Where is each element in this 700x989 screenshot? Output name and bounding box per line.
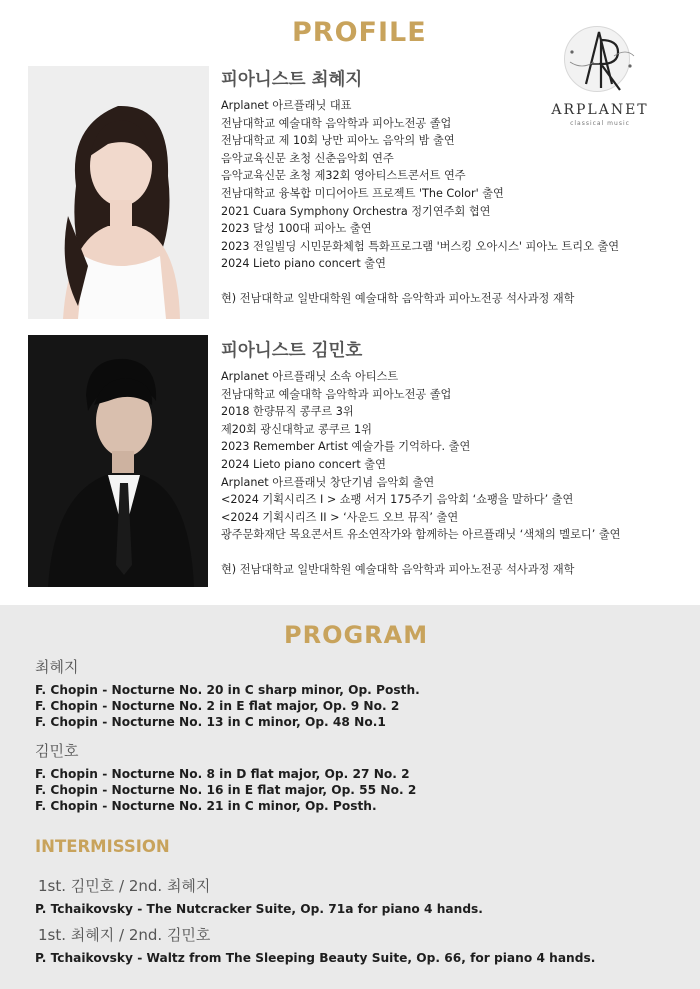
bio-line: Arplanet 아르플래닛 창단기념 음악회 출연 [221, 475, 435, 489]
bio-line: 전남대학교 융복합 미디어아트 프로젝트 'The Color' 출연 [221, 186, 504, 200]
bio-line: Arplanet 아르플래닛 대표 [221, 99, 352, 112]
pianist-name: 피아니스트 최혜지 [221, 70, 363, 90]
bio-line: 광주문화재단 목요콘서트 유소연작가와 함께하는 아르플래닛 ‘색채의 멜로디’ 출연 [221, 528, 621, 542]
performer-label: 김민호 [35, 742, 79, 760]
bio-line: 2018 한량뮤직 콩쿠르 3위 [221, 405, 354, 419]
program-piece: F. Chopin - Nocturne No. 16 in E flat major, Op. 55 No. 2 [35, 783, 417, 797]
program-piece: F. Chopin - Nocturne No. 21 in C minor, Op. Posth. [35, 799, 377, 813]
performer-label: 최혜지 [35, 658, 79, 676]
bio-line: Arplanet 아르플래닛 소속 아티스트 [221, 370, 399, 383]
pianist-photo-kim [28, 335, 208, 587]
pianist-name: 피아니스트 김민호 [221, 341, 363, 361]
bio-kim [221, 339, 620, 579]
duet-performers: 1st. 최혜지 / 2nd. 김민호 [38, 926, 211, 944]
profile-heading: PROFILE [292, 17, 427, 48]
program-piece: F. Chopin - Nocturne No. 13 in C minor, Op. 48 No.1 [35, 715, 386, 729]
bio-line: 전남대학교 예술대학 음악학과 피아노전공 졸업 [221, 116, 452, 130]
program-piece: F. Chopin - Nocturne No. 20 in C sharp minor, Op. Posth. [35, 683, 420, 697]
bio-current-status: 현) 전남대학교 일반대학원 예술대학 음악학과 피아노전공 석사과정 재학 [221, 291, 575, 305]
bio-current-status: 현) 전남대학교 일반대학원 예술대학 음악학과 피아노전공 석사과정 재학 [221, 562, 575, 576]
bio-line: 2023 전일빌딩 시민문화체험 특화프로그램 '버스킹 오아시스' 피아노 트리오 출연 [221, 239, 620, 253]
bio-line: 전남대학교 제 10회 낭만 피아노 음악의 밤 출연 [221, 134, 455, 148]
pianist-photo-choi [28, 66, 209, 319]
bio-line: 2023 달성 100대 피아노 출연 [221, 222, 372, 236]
duet-performers: 1st. 김민호 / 2nd. 최혜지 [38, 877, 211, 895]
bio-line: 2021 Cuara Symphony Orchestra 정기연주회 협연 [221, 204, 491, 218]
bio-choi [221, 68, 619, 308]
bio-line: 전남대학교 예술대학 음악학과 피아노전공 졸업 [221, 387, 452, 401]
intermission-heading: INTERMISSION [35, 837, 170, 856]
bio-line: 2024 Lieto piano concert 출연 [221, 257, 386, 271]
bio-line: 2023 Remember Artist 예술가를 기억하다. 출연 [221, 440, 471, 454]
duet-piece: P. Tchaikovsky - Waltz from The Sleeping Beauty Suite, Op. 66, for piano 4 hands. [35, 951, 596, 965]
bio-line: 음악교육신문 초청 제32회 영아티스트콘서트 연주 [221, 169, 466, 183]
program-heading: PROGRAM [284, 621, 429, 649]
duet-piece: P. Tchaikovsky - The Nutcracker Suite, Op. 71a for piano 4 hands. [35, 902, 483, 916]
logo-tagline: classical music [570, 120, 630, 127]
program-piece: F. Chopin - Nocturne No. 2 in E flat major, Op. 9 No. 2 [35, 699, 400, 713]
bio-line: 제20회 광신대학교 콩쿠르 1위 [221, 422, 372, 436]
program-piece: F. Chopin - Nocturne No. 8 in D flat major, Op. 27 No. 2 [35, 767, 410, 781]
bio-line: 2024 Lieto piano concert 출연 [221, 457, 386, 471]
bio-line: <2024 기획시리즈 II > ‘사운드 오브 뮤직’ 출연 [221, 510, 459, 524]
bio-line: 음악교육신문 초청 신춘음악회 연주 [221, 151, 394, 165]
program-section [0, 605, 700, 989]
bio-line: <2024 기획시리즈 I > 쇼팽 서거 175주기 음악회 ‘쇼팽을 말하다’ 출연 [221, 493, 574, 507]
logo-wordmark: ARPLANET [551, 102, 649, 118]
